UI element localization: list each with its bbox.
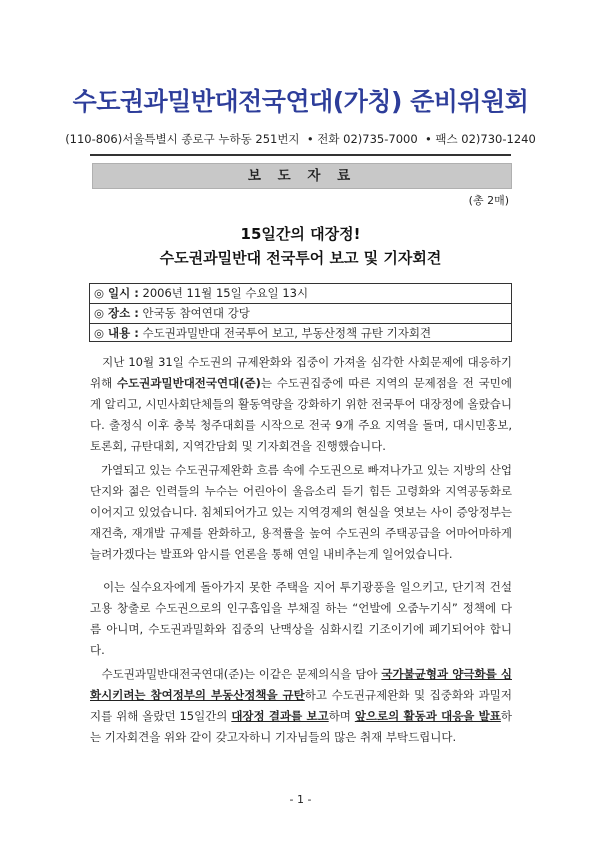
body-paragraph-2 bbox=[90, 460, 512, 565]
page-count: (총 2매) bbox=[468, 194, 509, 207]
date-value: 2006년 11월 15일 수요일 13시 bbox=[142, 286, 309, 300]
event-info-box bbox=[89, 283, 512, 342]
p1-text-a: 지난 10월 31일 수도권의 규제완화와 집중이 가져올 심각한 사회문제에 대응하기 위해 bbox=[90, 355, 512, 390]
content-label: ◎ 내용 : bbox=[94, 326, 139, 340]
address-text: (110-806)서울특별시 종로구 누하동 251번지 bbox=[65, 132, 300, 146]
p2-text: 가열되고 있는 수도권규제완화 흐름 속에 수도권으로 빠져나가고 있는 지방의 산업단지와 젊은 인력들의 누수는 어린아이 울음소리 듣기 힘든 고령화와 지역공동화로 이어지고 있었습니다. 침체되어가고 있는 지역경제의 현실을 엿보는 사이 증앙정부는 재건축, 재개발 규제를 완화하고, 용적률을 높여 수도권의 주택공급을 어마어마하게 늘려가겠다는 발표와 암시를 언론을 통해 연일 내비추는게 일어었습니다. bbox=[90, 463, 512, 561]
p4-text-d: 하고 수도권규제완화 및 집중화와 과밀저지를 위해 올랐던 15일간의 bbox=[90, 688, 512, 723]
press-release-banner: 보 도 자 료 bbox=[92, 163, 512, 189]
p1-org-name: 수도권과밀반대전국연대(준) bbox=[117, 376, 261, 390]
place-value: 안국동 참여연대 강당 bbox=[142, 306, 250, 320]
content-value: 수도권과밀반대 전국투어 보고, 부동산정책 규탄 기자회견 bbox=[142, 326, 432, 340]
p4-emphasis-1: 국가불균형과 양극화를 심화시키려는 참여정부의 부동산정책을 규탄 bbox=[90, 667, 512, 702]
p1-text-c: 는 수도권집중에 따른 지역의 문제점을 전 국민에게 알리고, 시민사회단체들의 활동역량을 강화하기 위한 전국투어 대장정에 올랐습니다. 출정식 이후 충북 청주대회를 시작으로 전국 9개 주요 지역을 돌며, 대시민홍보, 토론회, 규탄대회, 지역간담회 및 기자회견을 진행했습니다. bbox=[90, 376, 512, 453]
info-row-content bbox=[90, 324, 511, 343]
headline-line-1: 15일간의 대장정! bbox=[240, 225, 361, 243]
header-divider bbox=[90, 154, 511, 156]
phone-text: • 전화 02)735-7000 bbox=[306, 132, 418, 146]
page-number: - 1 - bbox=[289, 793, 312, 806]
place-label: ◎ 장소 : bbox=[94, 306, 139, 320]
p4-text-b: 는 이같은 문제의식을 담아 bbox=[243, 667, 382, 681]
p4-emphasis-2: 대장정 결과를 보고 bbox=[231, 709, 329, 723]
info-row-place bbox=[90, 304, 511, 324]
p4-text-h: 하는 기자회견을 위와 같이 갖고자하니 기자님들의 많은 취재 부탁드립니다. bbox=[90, 709, 512, 744]
organization-title: 수도권과밀반대전국연대(가칭) 준비위원회 bbox=[72, 87, 529, 116]
body-paragraph-3 bbox=[90, 577, 512, 661]
info-row-date bbox=[90, 284, 511, 304]
body-paragraph-1 bbox=[90, 352, 512, 457]
p4-emphasis-3: 앞으로의 활동과 대응을 발표 bbox=[354, 709, 501, 723]
p4-text-f: 하며 bbox=[328, 709, 355, 723]
p3-text: 이는 실수요자에게 돌아가지 못한 주택을 지어 투기광풍을 일으키고, 단기적 건설고용 창출로 수도권으로의 인구흡입을 부채질 하는 “언발에 오줌누기식” 정책에 다름 아니며, 수도권과밀화와 집중의 난맥상을 심화시킬 기조이기에 폐기되어야 합니다. bbox=[90, 580, 512, 657]
contact-line bbox=[0, 131, 601, 147]
date-label: ◎ 일시 : bbox=[94, 286, 139, 300]
body-paragraph-4 bbox=[90, 664, 512, 748]
fax-text: • 팩스 02)730-1240 bbox=[424, 132, 536, 146]
p4-org-name: 수도권과밀반대전국연대(준) bbox=[101, 667, 244, 681]
headline-line-2: 수도권과밀반대 전국투어 보고 및 기자회견 bbox=[159, 249, 442, 267]
